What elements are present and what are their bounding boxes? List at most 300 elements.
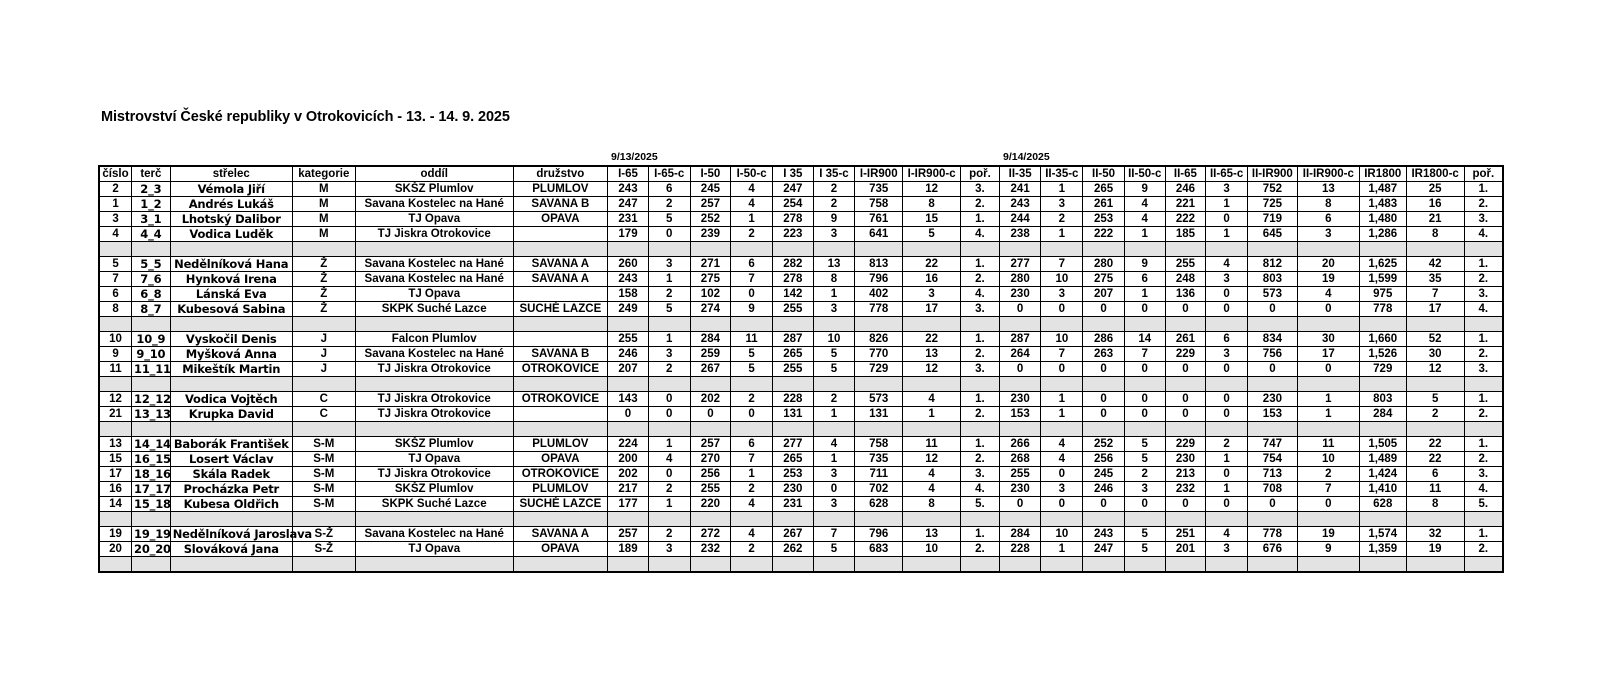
cell-terc: 2_3 <box>132 182 171 197</box>
cell-ii35c: 10 <box>1041 332 1083 347</box>
cell-por1: 2. <box>961 197 1000 212</box>
cell-iir900: 131 <box>855 407 903 422</box>
cell-ii50: 0 <box>1083 302 1125 317</box>
cell-ii65: 246 <box>1165 182 1206 197</box>
cell-por1: 4. <box>961 482 1000 497</box>
cell-ir1800c: 16 <box>1406 197 1464 212</box>
cell-druzstvo: SAVANA B <box>513 347 608 362</box>
cell-strelec: Lhotský Dalibor <box>170 212 292 227</box>
cell-i35: 228 <box>772 392 813 407</box>
cell-ii35c: 1 <box>1041 182 1083 197</box>
cell-ir1800c: 19 <box>1406 542 1464 557</box>
cell-iir900: 402 <box>855 287 903 302</box>
cell-druzstvo: OTROKOVICE <box>513 362 608 377</box>
cell-iir900: 683 <box>855 542 903 557</box>
table-row <box>99 407 1503 422</box>
cell-iiir900c: 17 <box>1297 347 1359 362</box>
cell-ir1800: 628 <box>1359 497 1406 512</box>
cell-iiir900: 778 <box>1247 527 1297 542</box>
cell-ii65c: 1 <box>1206 197 1248 212</box>
cell-por1: 1. <box>961 392 1000 407</box>
cell-iiir900c: 6 <box>1297 212 1359 227</box>
cell-strelec: Nedělníková Hana <box>170 257 292 272</box>
cell-i35c: 8 <box>813 272 855 287</box>
cell-i65: 243 <box>608 272 649 287</box>
cell-oddil: Savana Kostelec na Hané <box>355 527 513 542</box>
cell-cislo: 16 <box>99 482 132 497</box>
cell-ir1800c: 11 <box>1406 482 1464 497</box>
cell-ii65: 0 <box>1165 497 1206 512</box>
cell-kategorie: S-Ž <box>292 542 355 557</box>
cell-cislo: 12 <box>99 392 132 407</box>
cell-ir1800c: 35 <box>1406 272 1464 287</box>
cell-terc: 13_13 <box>132 407 171 422</box>
cell-iiir900c: 4 <box>1297 287 1359 302</box>
cell-iir900c: 12 <box>903 452 961 467</box>
cell-por1: 4. <box>961 287 1000 302</box>
cell-iiir900: 153 <box>1247 407 1297 422</box>
header-i35: I 35 <box>772 166 813 182</box>
cell-ir1800: 1,410 <box>1359 482 1406 497</box>
cell-ir1800: 1,487 <box>1359 182 1406 197</box>
cell-ii65c: 0 <box>1206 362 1248 377</box>
cell-ir1800c: 12 <box>1406 362 1464 377</box>
cell-por1: 2. <box>961 272 1000 287</box>
cell-terc: 5_5 <box>132 257 171 272</box>
cell-cislo: 20 <box>99 542 132 557</box>
cell-ii35c: 4 <box>1041 452 1083 467</box>
cell-ii35: 0 <box>999 497 1041 512</box>
cell-ii65: 255 <box>1165 257 1206 272</box>
cell-i65: 246 <box>608 347 649 362</box>
header-cislo: číslo <box>99 166 132 182</box>
cell-ii50: 247 <box>1083 542 1125 557</box>
cell-ii35c: 1 <box>1041 407 1083 422</box>
cell-oddil: TJ Opava <box>355 287 513 302</box>
header-i50c: I-50-c <box>731 166 773 182</box>
cell-kategorie: Ž <box>292 302 355 317</box>
cell-i35c: 9 <box>813 212 855 227</box>
cell-iiir900c: 20 <box>1297 257 1359 272</box>
cell-ir1800: 284 <box>1359 407 1406 422</box>
cell-ii50: 243 <box>1083 527 1125 542</box>
cell-iiir900c: 13 <box>1297 182 1359 197</box>
cell-por2: 3. <box>1464 467 1503 482</box>
cell-oddil: TJ Jiskra Otrokovice <box>355 227 513 242</box>
cell-i35: 142 <box>772 287 813 302</box>
cell-ii50: 253 <box>1083 212 1125 227</box>
cell-terc: 4_4 <box>132 227 171 242</box>
cell-i65c: 2 <box>648 527 690 542</box>
cell-por2: 5. <box>1464 497 1503 512</box>
cell-iiir900: 708 <box>1247 482 1297 497</box>
cell-i35c: 2 <box>813 182 855 197</box>
cell-iir900: 758 <box>855 437 903 452</box>
cell-terc: 20_20 <box>132 542 171 557</box>
cell-i65: 243 <box>608 182 649 197</box>
cell-ii35c: 4 <box>1041 437 1083 452</box>
cell-iiir900: 573 <box>1247 287 1297 302</box>
cell-i65c: 1 <box>648 497 690 512</box>
cell-i35c: 5 <box>813 542 855 557</box>
cell-ii50: 280 <box>1083 257 1125 272</box>
cell-i35: 254 <box>772 197 813 212</box>
page-title: Mistrovství České republiky v Otrokovicích - 13. - 14. 9. 2025 <box>101 109 510 125</box>
header-iir900c: I-IR900-c <box>903 166 961 182</box>
cell-iiir900c: 3 <box>1297 227 1359 242</box>
cell-ii35: 266 <box>999 437 1041 452</box>
day1-date: 9/13/2025 <box>611 151 658 163</box>
cell-ii65: 185 <box>1165 227 1206 242</box>
cell-i50c: 1 <box>731 467 773 482</box>
cell-i65c: 6 <box>648 182 690 197</box>
table-body <box>99 182 1503 573</box>
cell-i35: 255 <box>772 362 813 377</box>
cell-i50: 255 <box>690 482 731 497</box>
cell-ii65: 201 <box>1165 542 1206 557</box>
cell-por2: 1. <box>1464 527 1503 542</box>
cell-ii50: 246 <box>1083 482 1125 497</box>
cell-i50: 274 <box>690 302 731 317</box>
cell-ii50: 0 <box>1083 392 1125 407</box>
cell-ii50c: 5 <box>1124 452 1165 467</box>
cell-ii50: 222 <box>1083 227 1125 242</box>
cell-ii65c: 6 <box>1206 332 1248 347</box>
cell-ii35c: 0 <box>1041 302 1083 317</box>
header-ii35: II-35 <box>999 166 1041 182</box>
cell-i65: 189 <box>608 542 649 557</box>
cell-ii35c: 3 <box>1041 197 1083 212</box>
cell-druzstvo: OTROKOVICE <box>513 392 608 407</box>
cell-i65: 143 <box>608 392 649 407</box>
table-row <box>99 467 1503 482</box>
cell-ir1800: 1,489 <box>1359 452 1406 467</box>
cell-iiir900: 803 <box>1247 272 1297 287</box>
cell-iiir900: 747 <box>1247 437 1297 452</box>
cell-druzstvo: OTROKOVICE <box>513 467 608 482</box>
cell-i65c: 2 <box>648 482 690 497</box>
cell-ii65: 232 <box>1165 482 1206 497</box>
cell-por1: 3. <box>961 302 1000 317</box>
table-row <box>99 257 1503 272</box>
cell-iiir900c: 1 <box>1297 392 1359 407</box>
cell-kategorie: S-Ž <box>292 527 355 542</box>
cell-iiir900: 230 <box>1247 392 1297 407</box>
cell-iiir900: 0 <box>1247 362 1297 377</box>
cell-ii35: 230 <box>999 392 1041 407</box>
cell-ir1800c: 6 <box>1406 467 1464 482</box>
table-row <box>99 482 1503 497</box>
cell-i65: 179 <box>608 227 649 242</box>
cell-ii50c: 6 <box>1124 272 1165 287</box>
cell-ii65: 213 <box>1165 467 1206 482</box>
cell-i50: 256 <box>690 467 731 482</box>
cell-ii35: 277 <box>999 257 1041 272</box>
cell-ii50: 0 <box>1083 362 1125 377</box>
table-row <box>99 452 1503 467</box>
cell-por1: 1. <box>961 212 1000 227</box>
cell-terc: 12_12 <box>132 392 171 407</box>
cell-ii35: 280 <box>999 272 1041 287</box>
cell-ii50: 256 <box>1083 452 1125 467</box>
cell-por1: 2. <box>961 542 1000 557</box>
cell-terc: 8_7 <box>132 302 171 317</box>
header-por2: poř. <box>1464 166 1503 182</box>
cell-ii50: 207 <box>1083 287 1125 302</box>
cell-kategorie: S-M <box>292 437 355 452</box>
cell-kategorie: M <box>292 182 355 197</box>
cell-i65: 0 <box>608 407 649 422</box>
cell-iiir900: 812 <box>1247 257 1297 272</box>
cell-i50: 272 <box>690 527 731 542</box>
cell-por1: 1. <box>961 527 1000 542</box>
cell-iir900: 770 <box>855 347 903 362</box>
cell-i65c: 3 <box>648 542 690 557</box>
cell-i35c: 13 <box>813 257 855 272</box>
cell-oddil: SKPK Suché Lazce <box>355 302 513 317</box>
cell-ii50c: 5 <box>1124 542 1165 557</box>
cell-i65: 224 <box>608 437 649 452</box>
cell-ir1800: 1,505 <box>1359 437 1406 452</box>
cell-por1: 2. <box>961 407 1000 422</box>
table-row <box>99 212 1503 227</box>
cell-ii35c: 0 <box>1041 467 1083 482</box>
cell-kategorie: S-M <box>292 482 355 497</box>
cell-strelec: Lánská Eva <box>170 287 292 302</box>
cell-ir1800: 1,574 <box>1359 527 1406 542</box>
cell-i50c: 0 <box>731 407 773 422</box>
cell-kategorie: S-M <box>292 452 355 467</box>
cell-ir1800: 1,660 <box>1359 332 1406 347</box>
cell-ii35c: 1 <box>1041 227 1083 242</box>
cell-i50c: 5 <box>731 347 773 362</box>
cell-i35: 231 <box>772 497 813 512</box>
cell-i35: 253 <box>772 467 813 482</box>
cell-i65c: 4 <box>648 452 690 467</box>
cell-i50c: 4 <box>731 197 773 212</box>
table-row <box>99 287 1503 302</box>
cell-druzstvo: PLUMLOV <box>513 482 608 497</box>
cell-ir1800c: 22 <box>1406 452 1464 467</box>
cell-ii50c: 0 <box>1124 497 1165 512</box>
cell-cislo: 7 <box>99 272 132 287</box>
cell-ii35: 230 <box>999 287 1041 302</box>
cell-i50c: 4 <box>731 497 773 512</box>
header-iir900: I-IR900 <box>855 166 903 182</box>
cell-cislo: 19 <box>99 527 132 542</box>
cell-ir1800c: 22 <box>1406 437 1464 452</box>
cell-i50c: 1 <box>731 212 773 227</box>
cell-iiir900c: 11 <box>1297 437 1359 452</box>
cell-ii65c: 0 <box>1206 407 1248 422</box>
header-iiir900: II-IR900 <box>1247 166 1297 182</box>
cell-i50: 245 <box>690 182 731 197</box>
cell-ii35: 284 <box>999 527 1041 542</box>
table-row <box>99 302 1503 317</box>
cell-iiir900c: 19 <box>1297 272 1359 287</box>
group-separator <box>99 422 1503 437</box>
cell-iir900: 761 <box>855 212 903 227</box>
cell-oddil: TJ Jiskra Otrokovice <box>355 392 513 407</box>
header-ii35c: II-35-c <box>1041 166 1083 182</box>
cell-ii65: 0 <box>1165 407 1206 422</box>
cell-por1: 1. <box>961 257 1000 272</box>
cell-strelec: Vyskočil Denis <box>170 332 292 347</box>
cell-i50c: 5 <box>731 362 773 377</box>
cell-i35: 131 <box>772 407 813 422</box>
cell-cislo: 8 <box>99 302 132 317</box>
cell-ii35c: 1 <box>1041 542 1083 557</box>
cell-por1: 3. <box>961 362 1000 377</box>
cell-ir1800: 1,483 <box>1359 197 1406 212</box>
header-ii65c: II-65-c <box>1206 166 1248 182</box>
cell-ii50c: 14 <box>1124 332 1165 347</box>
cell-iir900: 778 <box>855 302 903 317</box>
cell-ir1800: 778 <box>1359 302 1406 317</box>
cell-terc: 15_18 <box>132 497 171 512</box>
cell-iiir900: 834 <box>1247 332 1297 347</box>
cell-ii50c: 3 <box>1124 482 1165 497</box>
cell-i35: 277 <box>772 437 813 452</box>
cell-iir900c: 10 <box>903 542 961 557</box>
cell-ir1800c: 32 <box>1406 527 1464 542</box>
cell-ii65c: 0 <box>1206 302 1248 317</box>
table-row <box>99 542 1503 557</box>
cell-kategorie: Ž <box>292 287 355 302</box>
cell-iiir900: 719 <box>1247 212 1297 227</box>
cell-ir1800: 1,526 <box>1359 347 1406 362</box>
cell-oddil: Savana Kostelec na Hané <box>355 272 513 287</box>
cell-por1: 1. <box>961 332 1000 347</box>
cell-kategorie: Ž <box>292 272 355 287</box>
cell-ii65c: 1 <box>1206 452 1248 467</box>
cell-cislo: 13 <box>99 437 132 452</box>
cell-druzstvo <box>513 332 608 347</box>
cell-strelec: Slováková Jana <box>170 542 292 557</box>
table-row <box>99 347 1503 362</box>
cell-i35: 278 <box>772 272 813 287</box>
cell-iiir900c: 30 <box>1297 332 1359 347</box>
cell-ii65: 221 <box>1165 197 1206 212</box>
cell-iiir900c: 8 <box>1297 197 1359 212</box>
cell-i50: 239 <box>690 227 731 242</box>
cell-ii35c: 7 <box>1041 347 1083 362</box>
cell-i65c: 5 <box>648 212 690 227</box>
cell-i50: 275 <box>690 272 731 287</box>
cell-strelec: Hynková Irena <box>170 272 292 287</box>
cell-iir900c: 4 <box>903 392 961 407</box>
table-row <box>99 527 1503 542</box>
cell-ii35: 228 <box>999 542 1041 557</box>
cell-strelec: Baborák František <box>170 437 292 452</box>
cell-terc: 9_10 <box>132 347 171 362</box>
cell-i50: 284 <box>690 332 731 347</box>
cell-ii50: 252 <box>1083 437 1125 452</box>
cell-iiir900c: 1 <box>1297 407 1359 422</box>
cell-strelec: Procházka Petr <box>170 482 292 497</box>
cell-kategorie: J <box>292 347 355 362</box>
cell-por2: 1. <box>1464 257 1503 272</box>
cell-ii35: 0 <box>999 302 1041 317</box>
cell-druzstvo <box>513 227 608 242</box>
cell-por1: 4. <box>961 227 1000 242</box>
cell-ii35: 238 <box>999 227 1041 242</box>
cell-druzstvo: OPAVA <box>513 542 608 557</box>
cell-i50c: 6 <box>731 257 773 272</box>
cell-i65c: 5 <box>648 302 690 317</box>
cell-strelec: Vodica Vojtěch <box>170 392 292 407</box>
cell-i50: 0 <box>690 407 731 422</box>
cell-kategorie: C <box>292 407 355 422</box>
cell-ii35: 255 <box>999 467 1041 482</box>
cell-oddil: TJ Opava <box>355 542 513 557</box>
cell-i65c: 0 <box>648 392 690 407</box>
cell-i50c: 4 <box>731 527 773 542</box>
table-row <box>99 497 1503 512</box>
header-druzstvo: družstvo <box>513 166 608 182</box>
cell-oddil: SKŠZ Plumlov <box>355 482 513 497</box>
cell-iiir900c: 19 <box>1297 527 1359 542</box>
cell-terc: 17_17 <box>132 482 171 497</box>
cell-cislo: 15 <box>99 452 132 467</box>
cell-i50: 259 <box>690 347 731 362</box>
cell-druzstvo <box>513 407 608 422</box>
cell-ii50c: 0 <box>1124 392 1165 407</box>
cell-i65: 217 <box>608 482 649 497</box>
cell-i35c: 1 <box>813 452 855 467</box>
cell-i50c: 4 <box>731 182 773 197</box>
cell-i35: 262 <box>772 542 813 557</box>
cell-iiir900c: 2 <box>1297 467 1359 482</box>
cell-iir900: 711 <box>855 467 903 482</box>
cell-iir900c: 16 <box>903 272 961 287</box>
cell-oddil: TJ Jiskra Otrokovice <box>355 407 513 422</box>
group-separator <box>99 512 1503 527</box>
cell-ir1800: 1,424 <box>1359 467 1406 482</box>
cell-iir900c: 5 <box>903 227 961 242</box>
cell-por1: 3. <box>961 182 1000 197</box>
cell-ir1800c: 52 <box>1406 332 1464 347</box>
cell-iiir900: 756 <box>1247 347 1297 362</box>
cell-iiir900: 713 <box>1247 467 1297 482</box>
cell-ii65c: 2 <box>1206 437 1248 452</box>
header-por1: poř. <box>961 166 1000 182</box>
cell-por2: 2. <box>1464 452 1503 467</box>
cell-druzstvo: SAVANA B <box>513 197 608 212</box>
cell-ii35: 243 <box>999 197 1041 212</box>
cell-iir900c: 11 <box>903 437 961 452</box>
cell-oddil: TJ Jiskra Otrokovice <box>355 467 513 482</box>
cell-i65c: 2 <box>648 362 690 377</box>
cell-ii35: 230 <box>999 482 1041 497</box>
cell-iir900: 735 <box>855 452 903 467</box>
cell-druzstvo: SAVANA A <box>513 527 608 542</box>
cell-i65c: 2 <box>648 197 690 212</box>
cell-ir1800: 1,286 <box>1359 227 1406 242</box>
cell-i65c: 1 <box>648 332 690 347</box>
cell-iiir900: 0 <box>1247 302 1297 317</box>
cell-iir900: 729 <box>855 362 903 377</box>
cell-ii50c: 7 <box>1124 347 1165 362</box>
cell-i65: 158 <box>608 287 649 302</box>
cell-ii35c: 7 <box>1041 257 1083 272</box>
cell-strelec: Mikeštík Martin <box>170 362 292 377</box>
cell-ii50: 261 <box>1083 197 1125 212</box>
cell-iir900: 735 <box>855 182 903 197</box>
cell-iir900c: 22 <box>903 257 961 272</box>
cell-kategorie: C <box>292 392 355 407</box>
cell-ii65c: 4 <box>1206 527 1248 542</box>
